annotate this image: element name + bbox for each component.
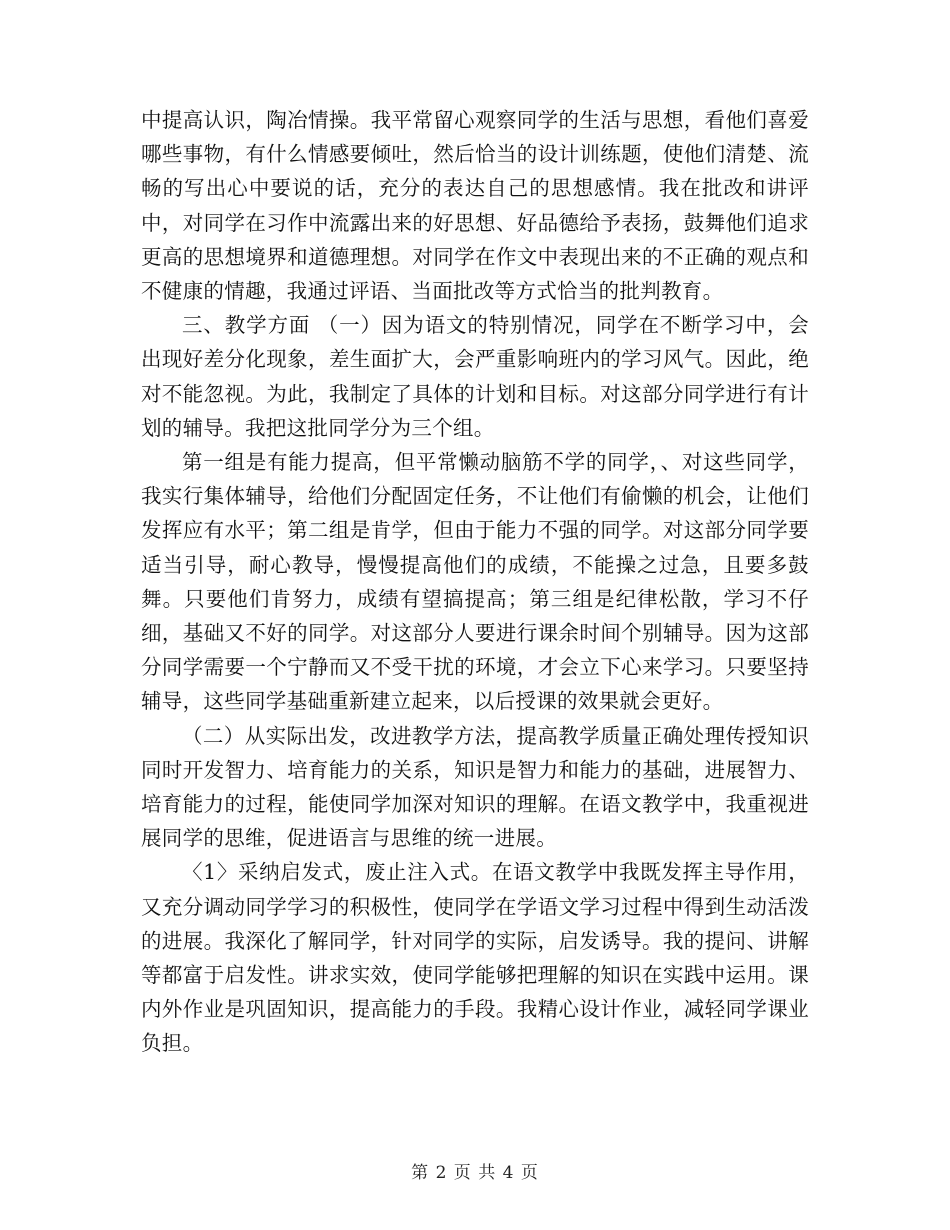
paragraph-4: （二）从实际出发，改进教学方法，提高教学质量正确处理传授知识同时开发智力、培育能力的关系，知识是智力和能力的基础，进展智力、培育能力的过程，能使同学加深对知识的理解。在语文教学中，我重视进展同学的思维，促进语言与思维的统一进展。 (141, 723, 809, 851)
page-number-footer: 第 2 页 共 4 页 (411, 1163, 539, 1183)
paragraph-5: 〈1〉采纳启发式，废止注入式。在语文教学中我既发挥主导作用，又充分调动同学学习的积极性，使同学在学语文学习过程中得到生动活泼的进展。我深化了解同学，针对同学的实际，启发诱导。我的提问、讲解等都富于启发性。讲求实效，使同学能够把理解的知识在实践中运用。课内外作业是巩固知识，提高能力的手段。我精心设计作业，减轻同学课业负担。 (141, 860, 809, 1056)
paragraph-3: 第一组是有能力提高，但平常懒动脑筋不学的同学，、对这些同学，我实行集体辅导，给他们分配固定任务，不让他们有偷懒的机会，让他们发挥应有水平；第二组是肯学，但由于能力不强的同学。对这部分同学要适当引导，耐心教导，慢慢提高他们的成绩，不能操之过急，且要多鼓舞。只要他们肯努力，成绩有望搞提高；第三组是纪律松散，学习不仔细，基础又不好的同学。对这部分人要进行课余时间个别辅导。因为这部分同学需要一个宁静而又不受干扰的环境，才会立下心来学习。只要坚持辅导，这些同学基础重新建立起来，以后授课的效果就会更好。 (141, 450, 809, 714)
paragraph-2: 三、教学方面 （一）因为语文的特别情况，同学在不断学习中，会出现好差分化现象，差生面扩大，会严重影响班内的学习风气。因此，绝对不能忽视。为此，我制定了具体的计划和目标。对这部分同学进行有计划的辅导。我把这批同学分为三个组。 (141, 313, 809, 440)
paragraph-1: 中提高认识，陶冶情操。我平常留心观察同学的生活与思想，看他们喜爱哪些事物，有什么情感要倾吐，然后恰当的设计训练题，使他们清楚、流畅的写出心中要说的话，充分的表达自己的思想感情。我在批改和讲评中，对同学在习作中流露出来的好思想、好品德给予表扬，鼓舞他们追求更高的思想境界和道德理想。对同学在作文中表现出来的不正确的观点和不健康的情趣，我通过评语、当面批改等方式恰当的批判教育。 (141, 108, 809, 304)
document-body (141, 103, 809, 1061)
